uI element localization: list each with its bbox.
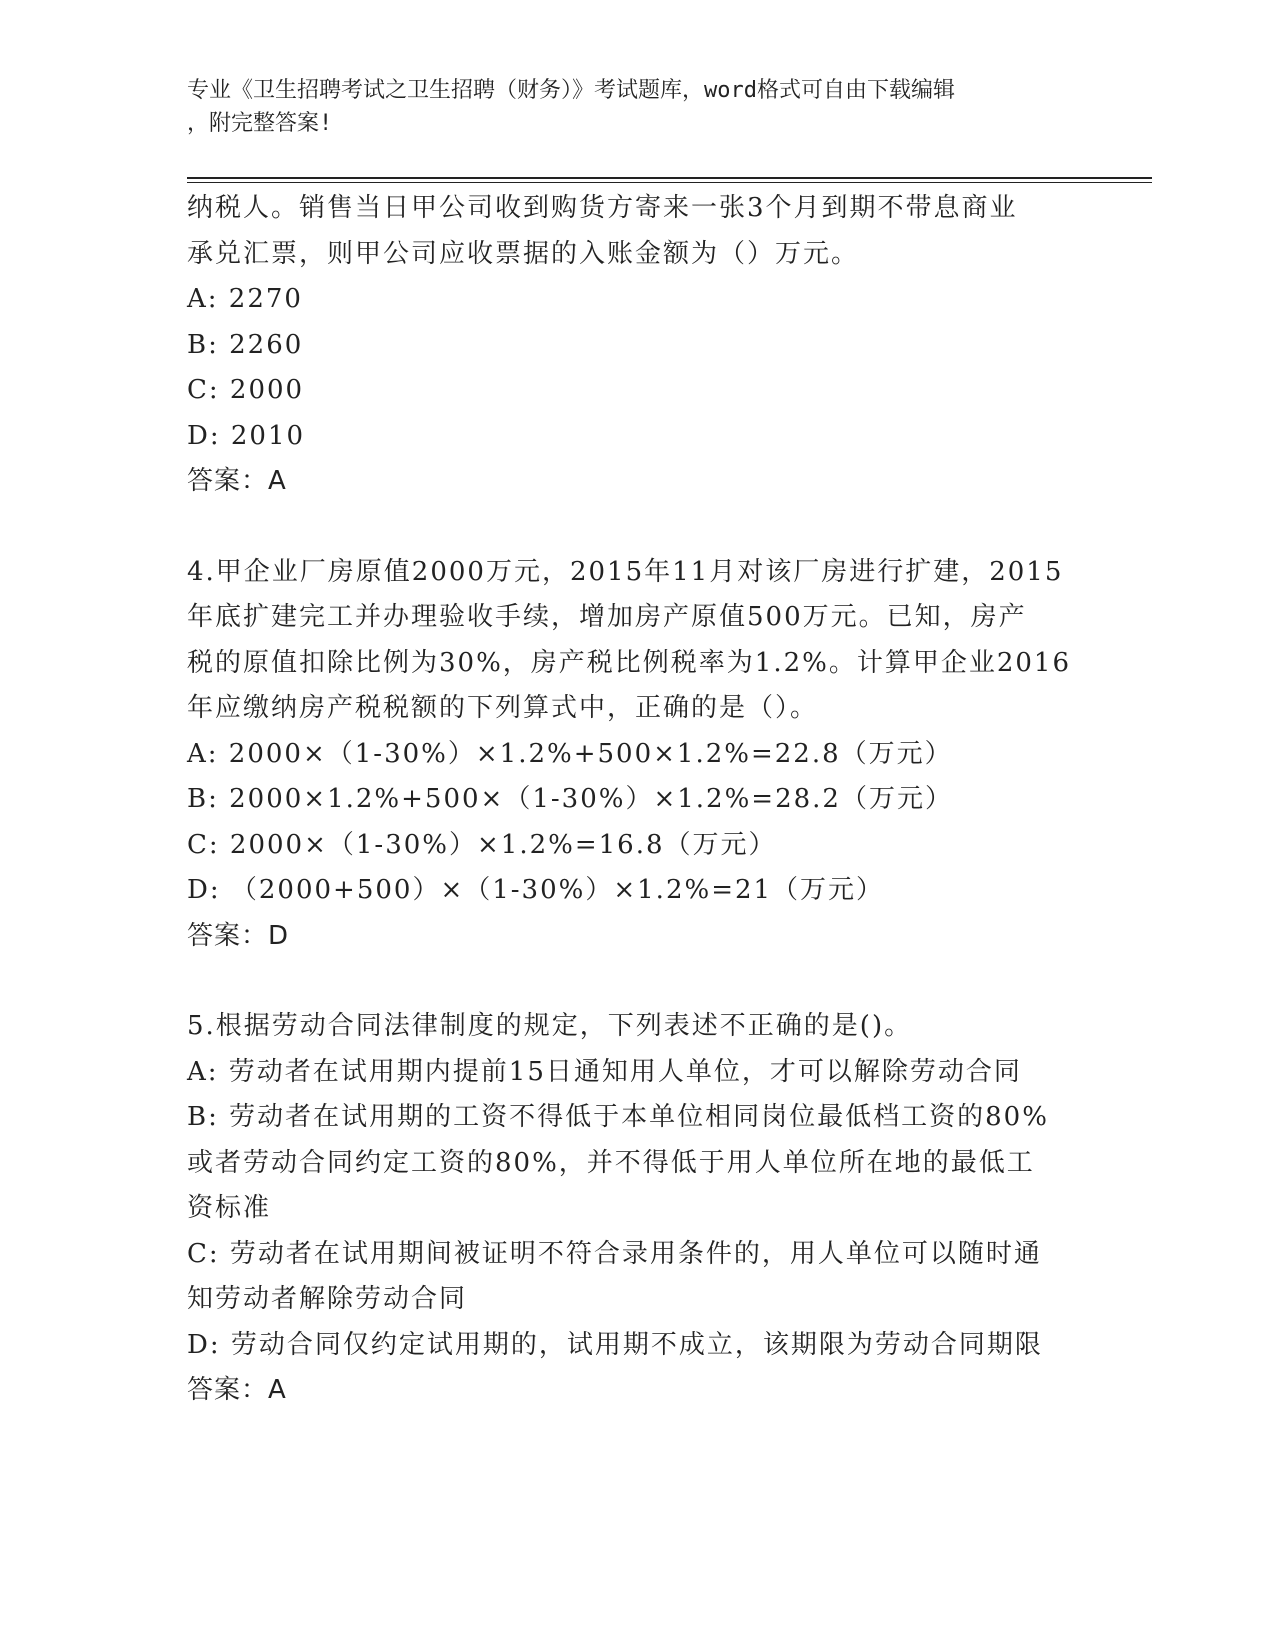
question-stem-line: 税的原值扣除比例为30%，房产税比例税率为1.2%。计算甲企业2016 [187,647,1072,678]
option-d: D: 2010 [187,420,306,451]
option-b-continued: 或者劳动合同约定工资的80%，并不得低于用人单位所在地的最低工 [187,1147,1035,1178]
option-a: A: 2270 [187,284,303,314]
question-3 [187,186,1087,505]
header-line-1: 专业《卫生招聘考试之卫生招聘（财务）》考试题库，word格式可自由下载编辑 [187,78,955,103]
question-4 [187,550,1087,960]
option-a: A: 劳动者在试用期内提前15日通知用人单位，才可以解除劳动合同 [187,1056,1022,1087]
question-stem-line: 年应缴纳房产税税额的下列算式中，正确的是（）。 [187,693,819,723]
question-stem-line: 5.根据劳动合同法律制度的规定，下列表述不正确的是()。 [187,1011,913,1041]
answer-label: 答案：A [187,1375,287,1405]
question-spacer [187,505,1087,550]
question-stem-line: 4.甲企业厂房原值2000万元，2015年11月对该厂房进行扩建，2015 [187,556,1064,587]
document-header [187,74,1067,140]
option-a: A: 2000×（1-30%）×1.2%+500×1.2%=22.8（万元） [187,738,953,769]
option-d: D: 劳动合同仅约定试用期的，试用期不成立，该期限为劳动合同期限 [187,1329,1043,1360]
question-spacer [187,959,1087,1004]
option-b-continued: 资标准 [187,1193,272,1223]
option-c-continued: 知劳动者解除劳动合同 [187,1284,468,1314]
question-stem-line: 承兑汇票，则甲公司应收票据的入账金额为（）万元。 [187,238,860,269]
option-b: B: 2260 [187,329,304,360]
header-divider-thick [187,177,1152,179]
option-b: B: 劳动者在试用期的工资不得低于本单位相同岗位最低档工资的80% [187,1102,1049,1132]
question-content [187,186,1087,1414]
header-divider-thin [187,182,1152,183]
header-line-2: ，附完整答案! [187,111,333,136]
question-5 [187,1004,1087,1414]
option-d: D: （2000+500）×（1-30%）×1.2%=21（万元） [187,875,885,905]
option-c: C: 劳动者在试用期间被证明不符合录用条件的，用人单位可以随时通 [187,1238,1042,1269]
option-c: C: 2000 [187,375,305,405]
option-b: B: 2000×1.2%+500×（1-30%）×1.2%=28.2（万元） [187,784,953,814]
option-c: C: 2000×（1-30%）×1.2%=16.8（万元） [187,829,777,860]
answer-label: 答案：A [187,466,287,496]
question-stem-line: 纳税人。销售当日甲公司收到购货方寄来一张3个月到期不带息商业 [187,193,1018,223]
question-stem-line: 年底扩建完工并办理验收手续，增加房产原值500万元。已知，房产 [187,602,1027,632]
answer-label: 答案：D [187,920,290,951]
